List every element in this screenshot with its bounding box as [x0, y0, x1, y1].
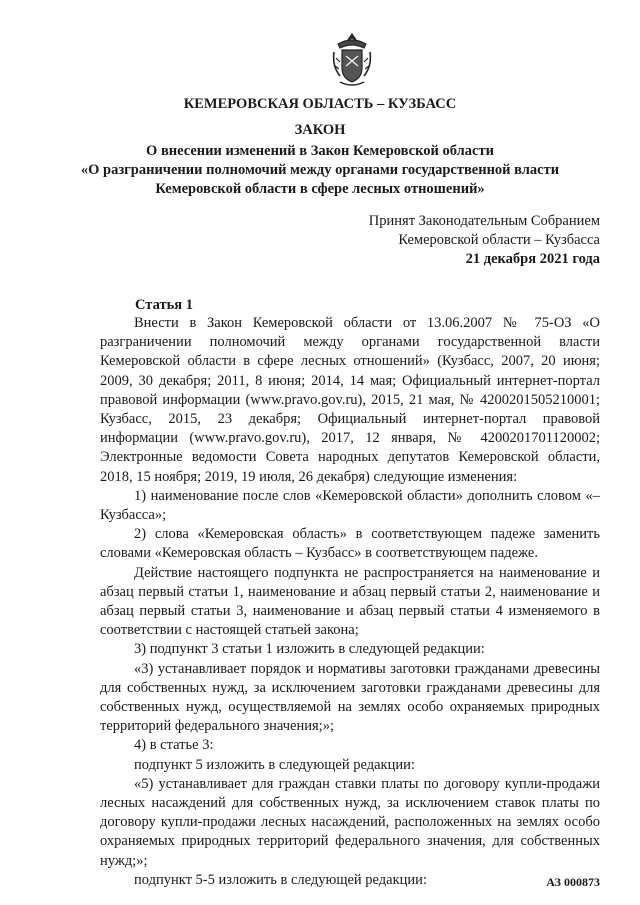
law-title — [0, 142, 640, 199]
paragraph: «5) устанавливает для граждан ставки платы по договору купли-продажи лесных насаждений для собственных нужд, за исключением ставок платы по договору купли-продажи лесных насаждений, расположенных на землях особо охраняемых природных территорий федерального значения, для собственных нужд;»; — [100, 775, 600, 869]
paragraph: подпункт 5-5 изложить в следующей редакции: — [134, 871, 427, 888]
law-title-line: Кемеровской области в сфере лесных отношений» — [155, 181, 485, 197]
article-body — [100, 314, 600, 890]
paragraph: Действие настоящего подпункта не распространяется на наименование и абзац первый статьи 1, наименование и абзац первый статьи 2, наименование и абзац первый статьи 3, наименование и абзац первый статьи 4 изменяемого в соответствии с настоящей статьей закона; — [100, 564, 600, 639]
document-type: ЗАКОН — [294, 122, 346, 138]
adoption-date: 21 декабря 2021 года — [465, 251, 600, 267]
paragraph: 2) слова «Кемеровская область» в соответствующем падеже заменить словами «Кемеровская область – Кузбасс» в соответствующем падеже. — [100, 526, 600, 562]
adoption-line: Кемеровской области – Кузбасса — [398, 232, 600, 248]
serial-number: АЗ 000873 — [546, 875, 600, 889]
article-heading: Статья 1 — [135, 297, 193, 313]
paragraph: 1) наименование после слов «Кемеровской области» дополнить словом «– Кузбасса»; — [100, 487, 600, 524]
paragraph: Внести в Закон Кемеровской области от 13.06.2007 № 75-ОЗ «О разграничении полномочий между органами государственной власти Кемеровской области в сфере лесных отношений» (Кузбасс, 2007, 20 июня; 2009, 30 декабря; 2011, 8 июня; 2014, 14 мая; Официальный интернет-портал правовой информации (www.pravo.gov.ru), 2015, 21 мая, № 4200201505210001; Кузбасс, 2015, 23 декабря; Официальный интернет-портал правовой информации (www.pravo.gov.ru), 2017, 12 января, № 4200201701120002; Электронные ведомости Совета народных депутатов Кемеровской области, 2018, 15 ноября; 2019, 19 июля, 26 декабря) следующие изменения: — [100, 315, 600, 485]
paragraph: подпункт 5 изложить в следующей редакции: — [134, 756, 415, 773]
paragraph: 4) в статье 3: — [134, 737, 214, 754]
law-title-line: О внесении изменений в Закон Кемеровской области — [146, 143, 494, 159]
kuzbass-coat-of-arms-icon — [330, 32, 374, 88]
law-title-line: «О разграничении полномочий между органами государственной власти — [80, 162, 560, 178]
adoption-line: Принят Законодательным Собранием — [368, 213, 600, 229]
paragraph: «3) устанавливает порядок и нормативы заготовки гражданами древесины для собственных нужд, за исключением заготовки гражданами древесины для собственных нужд, осуществляемой на землях особо охраняемых природных территорий федерального значения;»; — [100, 660, 600, 735]
adoption-block — [369, 212, 600, 269]
region-name: КЕМЕРОВСКАЯ ОБЛАСТЬ – КУЗБАСС — [183, 96, 457, 112]
paragraph: 3) подпункт 3 статьи 1 изложить в следующей редакции: — [134, 641, 485, 658]
